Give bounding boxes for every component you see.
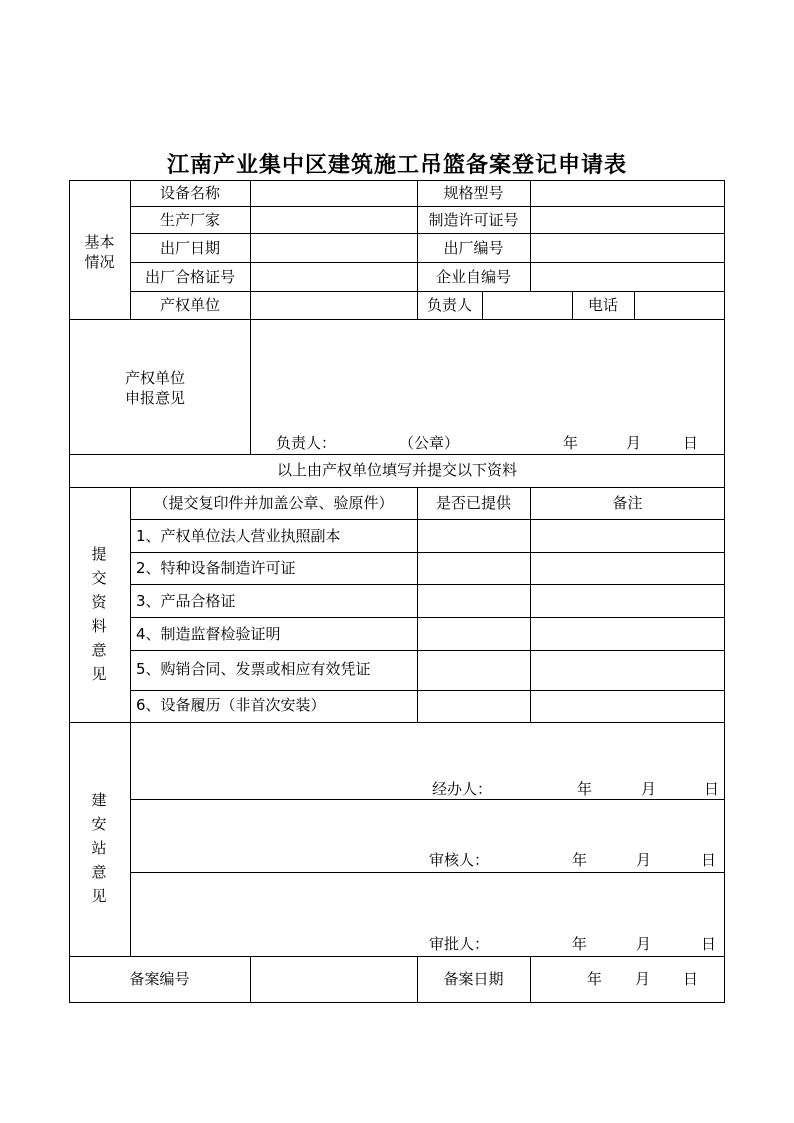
record-day-label: 日 [683, 970, 699, 988]
production-date-field[interactable] [251, 234, 417, 262]
device-name-label: 设备名称 [159, 184, 220, 202]
spec-model-label: 规格型号 [443, 184, 504, 202]
owner-opinion-field[interactable] [251, 320, 724, 430]
reviewer-label: 审核人： [429, 851, 490, 869]
spec-model-field[interactable] [531, 181, 724, 206]
factory-no-label: 出厂编号 [443, 239, 504, 257]
approver-month-label: 月 [636, 935, 652, 953]
person-in-charge-label: 负责人 [426, 296, 472, 314]
form-title: 江南产业集中区建筑施工吊篮备案登记申请表 [166, 152, 627, 178]
materials-header-remark: 备注 [612, 494, 643, 512]
approver-label: 审批人： [429, 935, 490, 953]
opinion-year-label: 年 [563, 434, 579, 452]
record-date-label: 备案日期 [443, 970, 504, 988]
record-no-field[interactable] [251, 957, 417, 1002]
application-form-table [69, 180, 725, 1002]
material-item: 4、制造监督检验证明 [136, 625, 281, 643]
material-item: 1、产权单位法人营业执照副本 [136, 527, 341, 545]
material-item: 2、特种设备制造许可证 [136, 559, 296, 577]
factory-no-field[interactable] [531, 234, 724, 262]
reviewer-day-label: 日 [701, 851, 717, 869]
record-no-label: 备案编号 [129, 970, 190, 988]
materials-header-item: （提交复印件并加盖公章、验原件） [153, 494, 394, 512]
handler-day-label: 日 [704, 780, 720, 798]
certificate-no-field[interactable] [251, 263, 417, 291]
approver-year-label: 年 [572, 935, 588, 953]
self-no-field[interactable] [531, 263, 724, 291]
station-section-label: 建 安 站 意 见 [91, 791, 107, 905]
materials-notice: 以上由产权单位填写并提交以下资料 [276, 461, 517, 479]
handler-label: 经办人： [432, 780, 493, 798]
manufacturer-label: 生产厂家 [159, 211, 220, 229]
owner-unit-field[interactable] [251, 292, 417, 319]
reviewer-month-label: 月 [636, 851, 652, 869]
approver-day-label: 日 [701, 935, 717, 953]
phone-field[interactable] [635, 292, 724, 319]
manufacturer-field[interactable] [251, 207, 417, 233]
owner-opinion-label: 产权单位 申报意见 [125, 369, 186, 407]
self-no-label: 企业自编号 [435, 268, 511, 286]
materials-section-label: 提 交 资 料 意 见 [91, 545, 107, 683]
opinion-day-label: 日 [683, 434, 699, 452]
production-date-label: 出厂日期 [159, 239, 220, 257]
material-item: 5、购销合同、发票或相应有效凭证 [136, 660, 371, 678]
opinion-month-label: 月 [626, 434, 642, 452]
reviewer-year-label: 年 [572, 851, 588, 869]
person-in-charge-field[interactable] [483, 292, 572, 319]
license-no-field[interactable] [531, 207, 724, 233]
material-item: 6、设备履历（非首次安装） [136, 696, 326, 714]
certificate-no-label: 出厂合格证号 [144, 268, 235, 286]
owner-unit-label: 产权单位 [159, 296, 220, 314]
opinion-person-label: 负责人： [276, 434, 337, 452]
record-year-label: 年 [587, 970, 603, 988]
handler-year-label: 年 [577, 780, 593, 798]
phone-label: 电话 [587, 296, 618, 314]
opinion-seal-label: （公章） [399, 434, 460, 452]
handler-month-label: 月 [641, 780, 657, 798]
license-no-label: 制造许可证号 [428, 211, 519, 229]
materials-header-provided: 是否已提供 [435, 494, 511, 512]
material-item: 3、产品合格证 [136, 592, 236, 610]
basic-info-section-label: 基本 情况 [84, 233, 115, 271]
device-name-field[interactable] [251, 181, 417, 206]
record-month-label: 月 [635, 970, 651, 988]
handler-opinion-field[interactable] [131, 723, 724, 799]
